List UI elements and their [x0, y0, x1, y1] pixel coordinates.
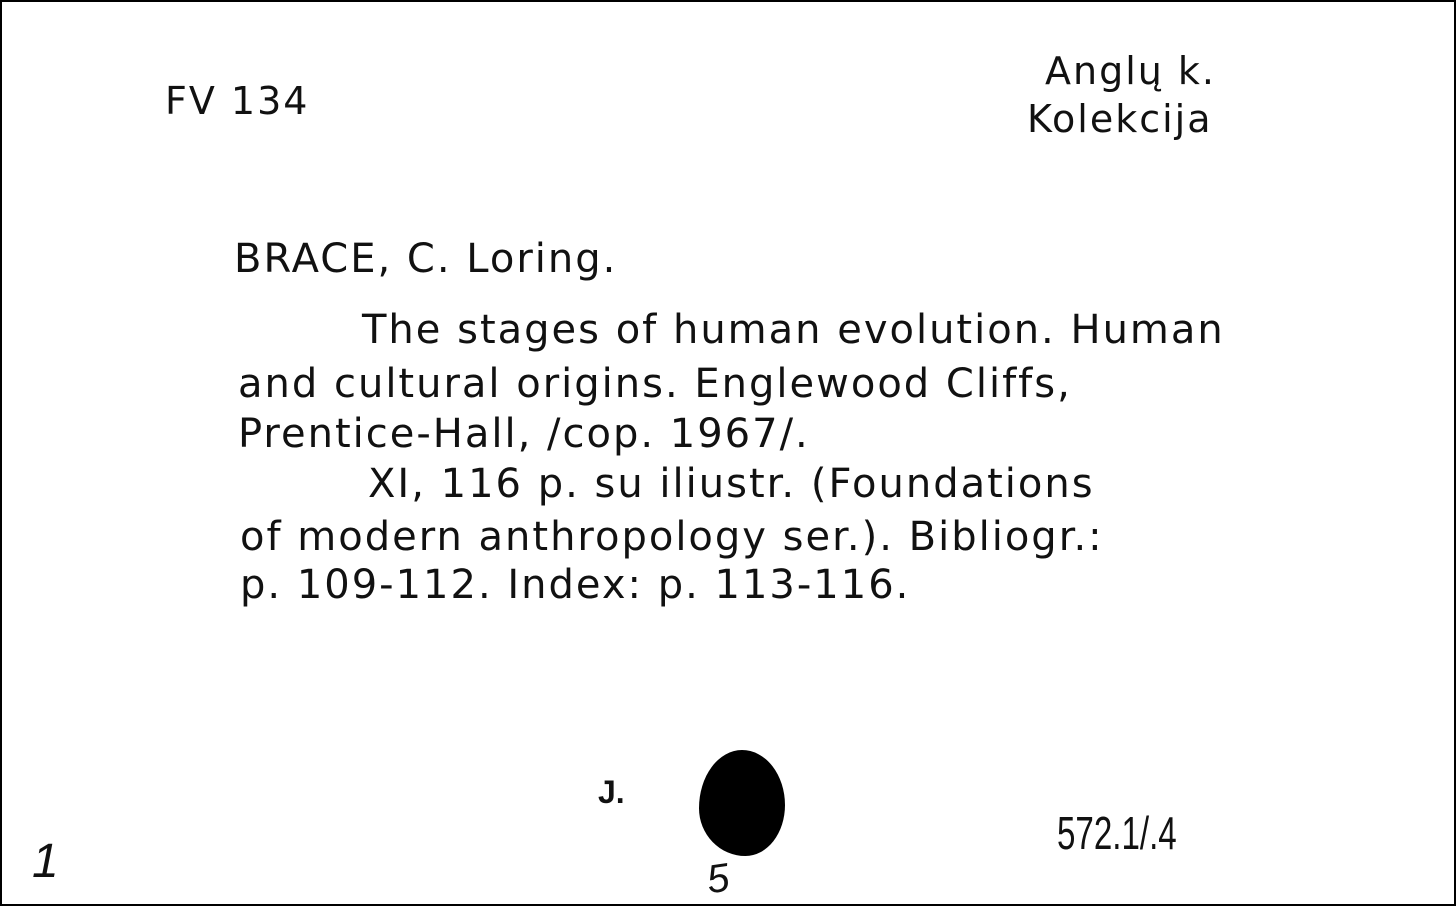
- description-line-6: p. 109-112. Index: p. 113-116.: [240, 562, 911, 608]
- description-line-4: XI, 116 p. su iliustr. (Foundations: [368, 461, 1095, 507]
- punch-hole: [699, 750, 785, 856]
- call-number: FV 134: [165, 79, 310, 123]
- handwritten-bottom-mark: 5: [703, 855, 733, 903]
- collection-note: Kolekcija: [1027, 97, 1213, 141]
- language-note: Anglų k.: [1045, 49, 1217, 93]
- description-line-2: and cultural origins. Englewood Cliffs,: [238, 361, 1072, 407]
- description-line-5: of modern anthropology ser.). Bibliogr.:: [240, 514, 1104, 560]
- handwritten-classification: 572.1/.4: [1057, 807, 1177, 859]
- description-line-1: The stages of human evolution. Human: [362, 307, 1225, 353]
- author-heading: BRACE, C. Loring.: [234, 236, 618, 282]
- handwritten-left-mark: 1: [32, 835, 59, 888]
- description-line-3: Prentice-Hall, /cop. 1967/.: [238, 411, 810, 457]
- handwritten-center-mark: J.: [598, 774, 625, 810]
